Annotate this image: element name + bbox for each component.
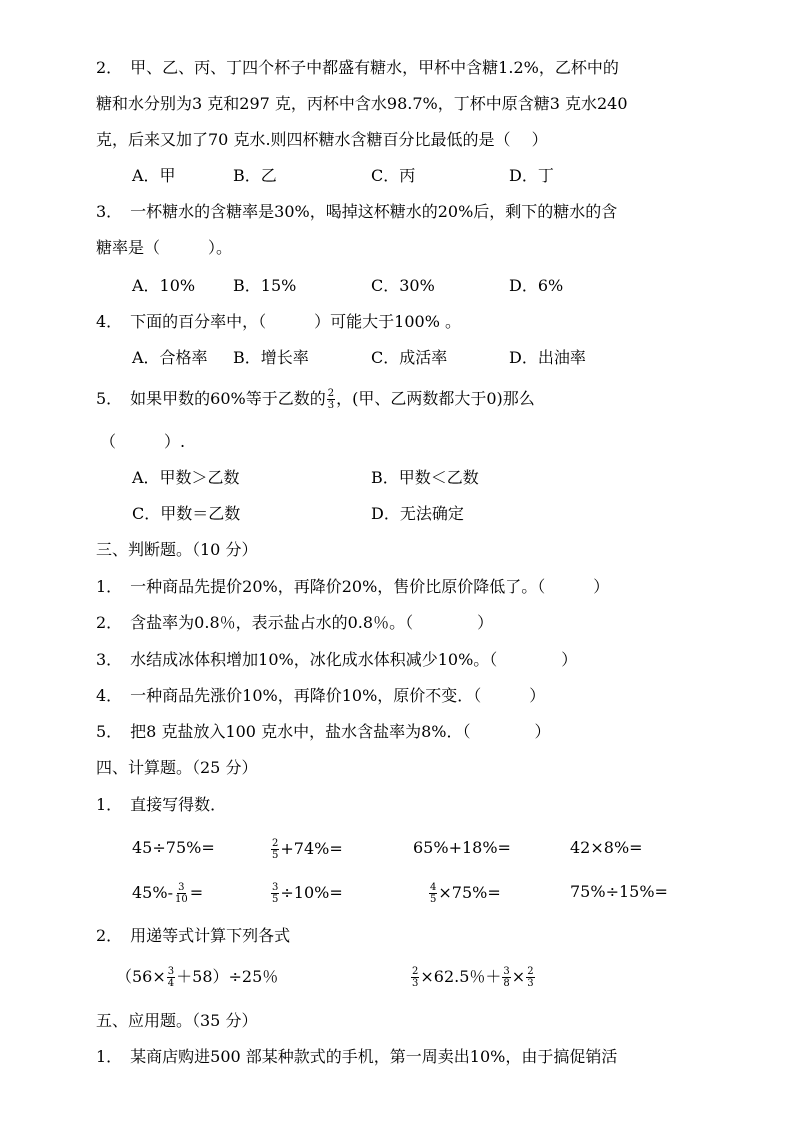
q4-line1: 4． 下面的百分率中，（ ）可能大于100% 。 <box>96 312 462 331</box>
calc-2b: $\frac{3}{5}$ ÷10%= <box>272 882 343 905</box>
calc-2d: 75%÷15%= <box>570 882 668 901</box>
q4-option-d: D．出油率 <box>509 348 586 367</box>
q2-option-d: D．丁 <box>509 166 554 185</box>
section3-item-1: 1． 一种商品先提价20%，再降价20%，售价比原价降低了。（ ） <box>96 577 610 596</box>
expr-1: （56× $\frac{3}{4}$ ＋58）÷25％ <box>116 966 279 989</box>
calc-1c: 65%+18%= <box>413 838 511 857</box>
q4-option-a: A．合格率 <box>132 348 208 367</box>
section3-title: 三、判断题。（10 分） <box>96 540 258 559</box>
fraction: $\frac{3}{10}$ <box>174 882 188 905</box>
q2-line3: 克，后来又加了70 克水.则四杯糖水含糖百分比最低的是（ ） <box>96 130 548 149</box>
fraction: $\frac{2}{3}$ <box>527 966 534 989</box>
section5-title: 五、应用题。（35 分） <box>96 1011 258 1030</box>
q3-line1: 3． 一杯糖水的含糖率是30%，喝掉这杯糖水的20%后，剩下的糖水的含 <box>96 202 618 221</box>
fraction: $\frac{2}{5}$ <box>272 838 279 861</box>
q5-prefix: 5． 如果甲数的60%等于乙数的 <box>96 389 326 408</box>
q5-option-b: B．甲数＜乙数 <box>371 468 479 487</box>
q2-option-a: A．甲 <box>132 166 176 185</box>
q5-option-d: D．无法确定 <box>371 504 464 523</box>
section3-item-5: 5． 把8 克盐放入100 克水中，盐水含盐率为8%．（ ） <box>96 722 551 741</box>
section3-item-3: 3． 水结成冰体积增加10%，冰化成水体积减少10%。（ ） <box>96 650 578 669</box>
q3-option-d: D．6% <box>509 276 564 295</box>
fraction: $\frac{3}{5}$ <box>272 882 279 905</box>
calc-1b: $\frac{2}{5}$ +74%= <box>272 838 343 861</box>
q5-line2: （ ）. <box>100 432 186 451</box>
q2-line2: 糖和水分别为3 克和297 克，丙杯中含水98.7%，丁杯中原含糖3 克水240 <box>96 94 628 113</box>
section3-item-4: 4． 一种商品先涨价10%，再降价10%，原价不变．（ ） <box>96 686 546 705</box>
fraction: $\frac{2}{3}$ <box>327 388 335 411</box>
q4-option-b: B．增长率 <box>233 348 309 367</box>
q5-option-c: C．甲数＝乙数 <box>132 504 241 523</box>
section5-q1: 1． 某商店购进500 部某种款式的手机，第一周卖出10%，由于搞促销活 <box>96 1047 618 1066</box>
calc-2c: $\frac{4}{5}$ ×75%= <box>430 882 501 905</box>
section4-q1: 1． 直接写得数． <box>96 795 227 814</box>
q3-option-c: C．30% <box>371 276 435 295</box>
q5-option-a: A．甲数＞乙数 <box>132 468 240 487</box>
fraction: $\frac{3}{8}$ <box>503 966 510 989</box>
expr-2: $\frac{2}{3}$ ×62.5％＋ $\frac{3}{8}$ × $\frac{2}{3}$ <box>412 966 534 989</box>
fraction: $\frac{3}{4}$ <box>167 966 175 989</box>
q2-option-c: C．丙 <box>371 166 416 185</box>
q4-option-c: C．成活率 <box>371 348 448 367</box>
fraction: $\frac{4}{5}$ <box>430 882 437 905</box>
q3-option-a: A．10% <box>132 276 196 295</box>
q5-suffix: ，(甲、乙两数都大于0)那么 <box>336 389 535 408</box>
q3-option-b: B．15% <box>233 276 297 295</box>
calc-1d: 42×8%= <box>570 838 643 857</box>
q5-line1 <box>96 388 535 411</box>
calc-2a: 45%- $\frac{3}{10}$ = <box>132 882 204 905</box>
calc-1a: 45÷75%= <box>132 838 215 857</box>
q3-line2: 糖率是（ ）。 <box>96 238 233 257</box>
section4-title: 四、计算题。（25 分） <box>96 758 258 777</box>
section3-item-2: 2． 含盐率为0.8％，表示盐占水的0.8％。（ ） <box>96 613 494 632</box>
section4-q2: 2． 用递等式计算下列各式 <box>96 926 291 945</box>
fraction: $\frac{2}{3}$ <box>412 966 419 989</box>
q2-line1: 2． 甲、乙、丙、丁四个杯子中都盛有糖水，甲杯中含糖1.2%，乙杯中的 <box>96 58 619 77</box>
q2-option-b: B．乙 <box>233 166 277 185</box>
